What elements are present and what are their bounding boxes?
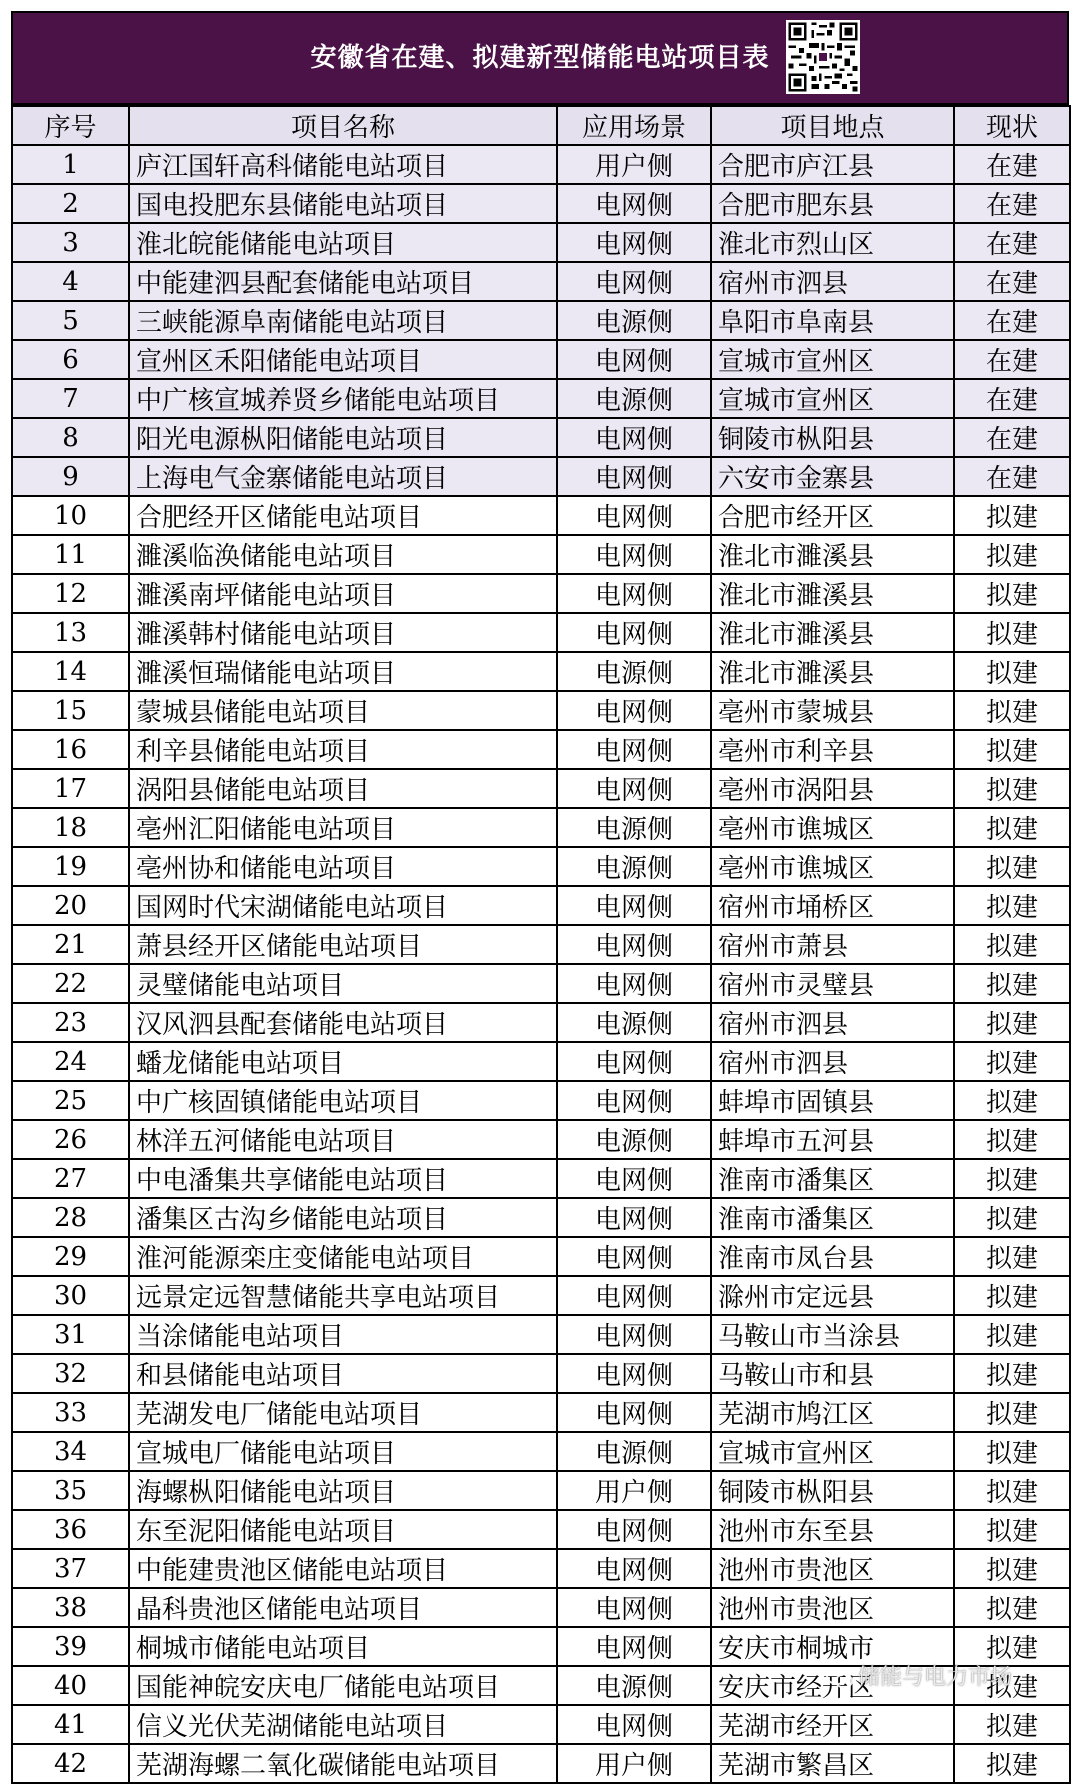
table-row (12, 1432, 1070, 1471)
cell-location: 宿州市泗县 (711, 1042, 954, 1081)
cell-name: 濉溪南坪储能电站项目 (129, 574, 557, 613)
table-row (12, 1393, 1070, 1432)
column-header-location: 项目地点 (711, 106, 954, 145)
cell-no: 15 (12, 691, 129, 730)
cell-scene: 用户侧 (557, 1471, 711, 1510)
cell-name: 汉风泗县配套储能电站项目 (129, 1003, 557, 1042)
cell-name: 合肥经开区储能电站项目 (129, 496, 557, 535)
wechat-icon (826, 1666, 854, 1690)
cell-status: 拟建 (954, 964, 1070, 1003)
cell-location: 亳州市涡阳县 (711, 769, 954, 808)
cell-no: 6 (12, 340, 129, 379)
table-row (12, 1120, 1070, 1159)
cell-no: 16 (12, 730, 129, 769)
cell-no: 29 (12, 1237, 129, 1276)
cell-status: 拟建 (954, 1315, 1070, 1354)
cell-status: 拟建 (954, 1432, 1070, 1471)
cell-scene: 电源侧 (557, 1666, 711, 1705)
cell-location: 亳州市谯城区 (711, 808, 954, 847)
table-header-row (12, 106, 1070, 145)
cell-scene: 电网侧 (557, 730, 711, 769)
cell-no: 25 (12, 1081, 129, 1120)
cell-name: 濉溪恒瑞储能电站项目 (129, 652, 557, 691)
cell-status: 拟建 (954, 652, 1070, 691)
cell-scene: 电源侧 (557, 1432, 711, 1471)
cell-name: 涡阳县储能电站项目 (129, 769, 557, 808)
cell-status: 拟建 (954, 925, 1070, 964)
table-row (12, 1237, 1070, 1276)
cell-no: 22 (12, 964, 129, 1003)
cell-status: 拟建 (954, 1081, 1070, 1120)
cell-no: 13 (12, 613, 129, 652)
cell-location: 阜阳市阜南县 (711, 301, 954, 340)
column-header-no: 序号 (12, 106, 129, 145)
cell-scene: 电网侧 (557, 925, 711, 964)
cell-location: 马鞍山市和县 (711, 1354, 954, 1393)
cell-scene: 用户侧 (557, 1744, 711, 1783)
cell-no: 38 (12, 1588, 129, 1627)
cell-scene: 电网侧 (557, 691, 711, 730)
cell-scene: 电网侧 (557, 457, 711, 496)
table-row (12, 379, 1070, 418)
cell-scene: 电网侧 (557, 1705, 711, 1744)
cell-name: 林洋五河储能电站项目 (129, 1120, 557, 1159)
cell-no: 40 (12, 1666, 129, 1705)
cell-no: 28 (12, 1198, 129, 1237)
cell-scene: 电网侧 (557, 1237, 711, 1276)
cell-status: 拟建 (954, 1627, 1070, 1666)
cell-location: 芜湖市繁昌区 (711, 1744, 954, 1783)
cell-no: 27 (12, 1159, 129, 1198)
cell-scene: 电网侧 (557, 223, 711, 262)
table-row (12, 1549, 1070, 1588)
table-row (12, 769, 1070, 808)
cell-scene: 电网侧 (557, 574, 711, 613)
cell-location: 淮北市濉溪县 (711, 574, 954, 613)
table-row (12, 1042, 1070, 1081)
title-bar (11, 11, 1069, 105)
cell-status: 拟建 (954, 535, 1070, 574)
cell-name: 亳州协和储能电站项目 (129, 847, 557, 886)
cell-location: 六安市金寨县 (711, 457, 954, 496)
cell-scene: 电网侧 (557, 886, 711, 925)
cell-scene: 电网侧 (557, 613, 711, 652)
cell-no: 33 (12, 1393, 129, 1432)
table-row (12, 1705, 1070, 1744)
cell-no: 39 (12, 1627, 129, 1666)
cell-location: 亳州市蒙城县 (711, 691, 954, 730)
cell-scene: 电网侧 (557, 1276, 711, 1315)
column-header-name: 项目名称 (129, 106, 557, 145)
cell-location: 合肥市庐江县 (711, 145, 954, 184)
cell-name: 潘集区古沟乡储能电站项目 (129, 1198, 557, 1237)
cell-name: 中能建贵池区储能电站项目 (129, 1549, 557, 1588)
cell-name: 淮河能源栾庄变储能电站项目 (129, 1237, 557, 1276)
cell-location: 蚌埠市五河县 (711, 1120, 954, 1159)
table-row (12, 301, 1070, 340)
cell-scene: 电网侧 (557, 262, 711, 301)
cell-no: 36 (12, 1510, 129, 1549)
cell-status: 拟建 (954, 1003, 1070, 1042)
table-row (12, 1159, 1070, 1198)
cell-name: 中广核固镇储能电站项目 (129, 1081, 557, 1120)
cell-name: 淮北皖能储能电站项目 (129, 223, 557, 262)
cell-no: 9 (12, 457, 129, 496)
table-row (12, 1003, 1070, 1042)
cell-no: 2 (12, 184, 129, 223)
table-row (12, 223, 1070, 262)
table-row (12, 1744, 1070, 1783)
table-row (12, 418, 1070, 457)
cell-status: 拟建 (954, 1198, 1070, 1237)
cell-status: 拟建 (954, 1510, 1070, 1549)
table-row (12, 145, 1070, 184)
table-row (12, 1354, 1070, 1393)
project-table (11, 105, 1071, 1784)
cell-name: 阳光电源枞阳储能电站项目 (129, 418, 557, 457)
cell-status: 在建 (954, 145, 1070, 184)
cell-name: 宣州区禾阳储能电站项目 (129, 340, 557, 379)
cell-no: 7 (12, 379, 129, 418)
cell-location: 宿州市灵璧县 (711, 964, 954, 1003)
cell-no: 3 (12, 223, 129, 262)
cell-location: 淮北市濉溪县 (711, 613, 954, 652)
cell-no: 34 (12, 1432, 129, 1471)
cell-name: 桐城市储能电站项目 (129, 1627, 557, 1666)
cell-name: 庐江国轩高科储能电站项目 (129, 145, 557, 184)
cell-no: 12 (12, 574, 129, 613)
cell-scene: 电网侧 (557, 340, 711, 379)
cell-scene: 电网侧 (557, 1588, 711, 1627)
cell-name: 蟠龙储能电站项目 (129, 1042, 557, 1081)
table-row (12, 574, 1070, 613)
cell-scene: 电源侧 (557, 1003, 711, 1042)
table-row (12, 691, 1070, 730)
cell-scene: 电网侧 (557, 1315, 711, 1354)
cell-location: 池州市贵池区 (711, 1549, 954, 1588)
table-row (12, 847, 1070, 886)
cell-status: 在建 (954, 457, 1070, 496)
cell-scene: 电网侧 (557, 769, 711, 808)
cell-status: 拟建 (954, 1588, 1070, 1627)
cell-status: 拟建 (954, 691, 1070, 730)
cell-name: 萧县经开区储能电站项目 (129, 925, 557, 964)
cell-status: 在建 (954, 379, 1070, 418)
cell-status: 拟建 (954, 1276, 1070, 1315)
table-row (12, 1081, 1070, 1120)
cell-name: 信义光伏芜湖储能电站项目 (129, 1705, 557, 1744)
cell-no: 26 (12, 1120, 129, 1159)
cell-location: 亳州市利辛县 (711, 730, 954, 769)
cell-status: 拟建 (954, 730, 1070, 769)
cell-status: 拟建 (954, 886, 1070, 925)
cell-no: 4 (12, 262, 129, 301)
cell-no: 32 (12, 1354, 129, 1393)
cell-scene: 电网侧 (557, 418, 711, 457)
cell-no: 18 (12, 808, 129, 847)
cell-scene: 用户侧 (557, 145, 711, 184)
cell-no: 19 (12, 847, 129, 886)
cell-no: 17 (12, 769, 129, 808)
cell-location: 宿州市泗县 (711, 1003, 954, 1042)
cell-scene: 电源侧 (557, 301, 711, 340)
table-row (12, 925, 1070, 964)
table-row (12, 652, 1070, 691)
cell-name: 蒙城县储能电站项目 (129, 691, 557, 730)
cell-location: 宣城市宣州区 (711, 340, 954, 379)
cell-no: 30 (12, 1276, 129, 1315)
table-row (12, 1276, 1070, 1315)
cell-no: 8 (12, 418, 129, 457)
cell-status: 拟建 (954, 1705, 1070, 1744)
cell-location: 宿州市泗县 (711, 262, 954, 301)
cell-location: 合肥市肥东县 (711, 184, 954, 223)
cell-name: 晶科贵池区储能电站项目 (129, 1588, 557, 1627)
cell-name: 上海电气金寨储能电站项目 (129, 457, 557, 496)
table-row (12, 808, 1070, 847)
cell-status: 拟建 (954, 1354, 1070, 1393)
table-row (12, 535, 1070, 574)
cell-status: 拟建 (954, 1042, 1070, 1081)
cell-status: 拟建 (954, 769, 1070, 808)
cell-scene: 电网侧 (557, 535, 711, 574)
cell-status: 拟建 (954, 1549, 1070, 1588)
table-row (12, 613, 1070, 652)
cell-name: 芜湖发电厂储能电站项目 (129, 1393, 557, 1432)
cell-name: 宣城电厂储能电站项目 (129, 1432, 557, 1471)
cell-location: 淮北市濉溪县 (711, 535, 954, 574)
cell-status: 拟建 (954, 1159, 1070, 1198)
cell-status: 拟建 (954, 1393, 1070, 1432)
cell-location: 池州市东至县 (711, 1510, 954, 1549)
cell-name: 濉溪韩村储能电站项目 (129, 613, 557, 652)
table-row (12, 1510, 1070, 1549)
cell-name: 中广核宣城养贤乡储能电站项目 (129, 379, 557, 418)
cell-scene: 电网侧 (557, 496, 711, 535)
cell-name: 濉溪临涣储能电站项目 (129, 535, 557, 574)
cell-status: 拟建 (954, 808, 1070, 847)
cell-location: 淮南市凤台县 (711, 1237, 954, 1276)
cell-location: 芜湖市经开区 (711, 1705, 954, 1744)
cell-scene: 电源侧 (557, 808, 711, 847)
cell-location: 淮南市潘集区 (711, 1159, 954, 1198)
table-row (12, 1315, 1070, 1354)
cell-status: 拟建 (954, 1237, 1070, 1276)
cell-name: 灵璧储能电站项目 (129, 964, 557, 1003)
cell-status: 拟建 (954, 1744, 1070, 1783)
cell-location: 宿州市萧县 (711, 925, 954, 964)
cell-scene: 电网侧 (557, 964, 711, 1003)
cell-location: 宿州市埇桥区 (711, 886, 954, 925)
cell-scene: 电网侧 (557, 1549, 711, 1588)
cell-status: 拟建 (954, 1120, 1070, 1159)
cell-status: 拟建 (954, 574, 1070, 613)
cell-no: 23 (12, 1003, 129, 1042)
cell-location: 马鞍山市当涂县 (711, 1315, 954, 1354)
table-row (12, 262, 1070, 301)
table-row (12, 1588, 1070, 1627)
cell-no: 1 (12, 145, 129, 184)
cell-name: 中能建泗县配套储能电站项目 (129, 262, 557, 301)
cell-status: 拟建 (954, 1666, 1070, 1705)
table-row (12, 1198, 1070, 1237)
cell-location: 淮南市潘集区 (711, 1198, 954, 1237)
cell-location: 铜陵市枞阳县 (711, 1471, 954, 1510)
column-header-scene: 应用场景 (557, 106, 711, 145)
cell-status: 拟建 (954, 847, 1070, 886)
cell-no: 24 (12, 1042, 129, 1081)
table-row (12, 964, 1070, 1003)
cell-name: 海螺枞阳储能电站项目 (129, 1471, 557, 1510)
cell-name: 中电潘集共享储能电站项目 (129, 1159, 557, 1198)
cell-status: 拟建 (954, 613, 1070, 652)
cell-no: 10 (12, 496, 129, 535)
watermark-text: 储能与电力市场 (858, 1665, 1013, 1690)
cell-scene: 电网侧 (557, 1081, 711, 1120)
cell-status: 在建 (954, 340, 1070, 379)
cell-scene: 电网侧 (557, 1354, 711, 1393)
cell-no: 37 (12, 1549, 129, 1588)
cell-name: 三峡能源阜南储能电站项目 (129, 301, 557, 340)
cell-location: 安庆市经开区 (711, 1666, 954, 1705)
cell-scene: 电网侧 (557, 1198, 711, 1237)
cell-location: 铜陵市枞阳县 (711, 418, 954, 457)
table-row (12, 496, 1070, 535)
cell-location: 芜湖市鸠江区 (711, 1393, 954, 1432)
cell-name: 芜湖海螺二氧化碳储能电站项目 (129, 1744, 557, 1783)
cell-no: 5 (12, 301, 129, 340)
cell-scene: 电源侧 (557, 652, 711, 691)
cell-scene: 电网侧 (557, 1393, 711, 1432)
cell-no: 20 (12, 886, 129, 925)
cell-location: 亳州市谯城区 (711, 847, 954, 886)
cell-status: 拟建 (954, 1471, 1070, 1510)
cell-name: 和县储能电站项目 (129, 1354, 557, 1393)
cell-status: 在建 (954, 184, 1070, 223)
cell-location: 淮北市濉溪县 (711, 652, 954, 691)
table-row (12, 184, 1070, 223)
cell-no: 14 (12, 652, 129, 691)
cell-location: 蚌埠市固镇县 (711, 1081, 954, 1120)
cell-no: 31 (12, 1315, 129, 1354)
cell-scene: 电源侧 (557, 379, 711, 418)
cell-location: 滁州市定远县 (711, 1276, 954, 1315)
cell-scene: 电源侧 (557, 847, 711, 886)
cell-scene: 电网侧 (557, 1627, 711, 1666)
cell-location: 宣城市宣州区 (711, 379, 954, 418)
table-row (12, 886, 1070, 925)
cell-location: 淮北市烈山区 (711, 223, 954, 262)
cell-status: 在建 (954, 262, 1070, 301)
project-table-sheet (11, 11, 1069, 1784)
cell-name: 远景定远智慧储能共享电站项目 (129, 1276, 557, 1315)
cell-location: 宣城市宣州区 (711, 1432, 954, 1471)
table-row (12, 730, 1070, 769)
cell-name: 国电投肥东县储能电站项目 (129, 184, 557, 223)
qr-code-icon (786, 20, 860, 94)
cell-name: 国网时代宋湖储能电站项目 (129, 886, 557, 925)
cell-name: 国能神皖安庆电厂储能电站项目 (129, 1666, 557, 1705)
cell-location: 安庆市桐城市 (711, 1627, 954, 1666)
cell-location: 合肥市经开区 (711, 496, 954, 535)
cell-scene: 电网侧 (557, 1042, 711, 1081)
column-header-status: 现状 (954, 106, 1070, 145)
cell-name: 利辛县储能电站项目 (129, 730, 557, 769)
cell-status: 在建 (954, 301, 1070, 340)
cell-name: 当涂储能电站项目 (129, 1315, 557, 1354)
table-title: 安徽省在建、拟建新型储能电站项目表 (310, 43, 770, 73)
cell-scene: 电网侧 (557, 1159, 711, 1198)
cell-name: 东至泥阳储能电站项目 (129, 1510, 557, 1549)
cell-status: 在建 (954, 223, 1070, 262)
cell-no: 41 (12, 1705, 129, 1744)
table-row (12, 340, 1070, 379)
cell-scene: 电网侧 (557, 184, 711, 223)
watermark (826, 1660, 1066, 1696)
cell-status: 在建 (954, 418, 1070, 457)
cell-no: 42 (12, 1744, 129, 1783)
cell-location: 池州市贵池区 (711, 1588, 954, 1627)
cell-name: 亳州汇阳储能电站项目 (129, 808, 557, 847)
cell-status: 拟建 (954, 496, 1070, 535)
table-row (12, 1471, 1070, 1510)
cell-scene: 电网侧 (557, 1510, 711, 1549)
cell-no: 11 (12, 535, 129, 574)
cell-scene: 电源侧 (557, 1120, 711, 1159)
table-row (12, 457, 1070, 496)
cell-no: 21 (12, 925, 129, 964)
cell-no: 35 (12, 1471, 129, 1510)
